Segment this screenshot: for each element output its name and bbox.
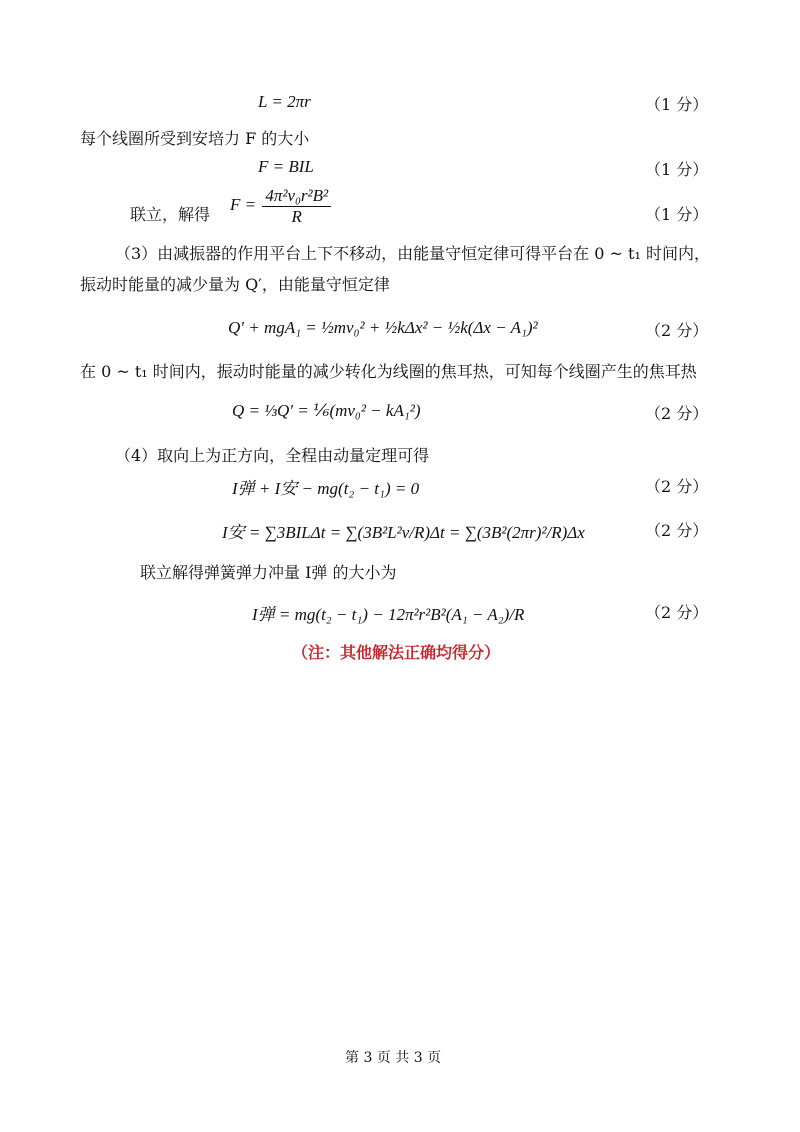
- score-8: （2 分）: [645, 603, 709, 622]
- text-combine-1: 联立，解得: [130, 205, 211, 224]
- score-5: （2 分）: [645, 404, 709, 423]
- grading-note: （注：其他解法正确均得分）: [292, 643, 501, 662]
- text-force: 每个线圈所受到安培力 F 的大小: [80, 129, 310, 148]
- equation-F2-lhs: F =: [230, 194, 257, 214]
- page-footer: 第 3 页 共 3 页: [345, 1050, 442, 1066]
- equation-L: L = 2πr: [258, 92, 311, 111]
- equation-F: F = BIL: [258, 157, 314, 176]
- score-6: （2 分）: [645, 477, 709, 496]
- equation-spring-impulse: I弹 = mg(t₂ − t₁) − 12π²r²B²(A₁ − A₂)/R: [252, 605, 525, 624]
- text-part4: （4）取向上为正方向，全程由动量定理可得: [115, 446, 430, 465]
- score-4: （2 分）: [645, 321, 709, 340]
- text-part3-c: 在 0 ~ t₁ 时间内，振动时能量的减少转化为线圈的焦耳热，可知每个线圈产生的焦耳热: [80, 362, 697, 381]
- equation-Q: Q = ⅓Q′ = ⅙(mv₀² − kA₁²): [232, 401, 421, 420]
- score-3: （1 分）: [645, 205, 709, 224]
- fraction-numerator: 4π²v₀r²B²: [262, 186, 331, 207]
- equation-ampere-impulse: I安 = ∑3BILΔt = ∑(3B²L²v/R)Δt = ∑(3B²(2πr)²/R)Δx: [222, 523, 585, 542]
- equation-F2: [230, 186, 333, 226]
- equation-Q-prime: Q′ + mgA₁ = ½mv₀² + ½kΔx² − ½k(Δx − A₁)²: [228, 318, 538, 337]
- text-combine-2: 联立解得弹簧弹力冲量 I弹 的大小为: [140, 563, 397, 582]
- fraction-denominator: R: [291, 206, 302, 226]
- text-part3-b: 振动时能量的减少量为 Q′，由能量守恒定律: [80, 275, 390, 294]
- score-1: （1 分）: [645, 95, 709, 114]
- score-7: （2 分）: [645, 521, 709, 540]
- equation-impulse: I弹 + I安 − mg(t₂ − t₁) = 0: [232, 479, 420, 498]
- fraction: [262, 186, 331, 226]
- score-2: （1 分）: [645, 160, 709, 179]
- text-part3-a: （3）由减振器的作用平台上下不移动，由能量守恒定律可得平台在 0 ~ t₁ 时间内，: [115, 244, 710, 263]
